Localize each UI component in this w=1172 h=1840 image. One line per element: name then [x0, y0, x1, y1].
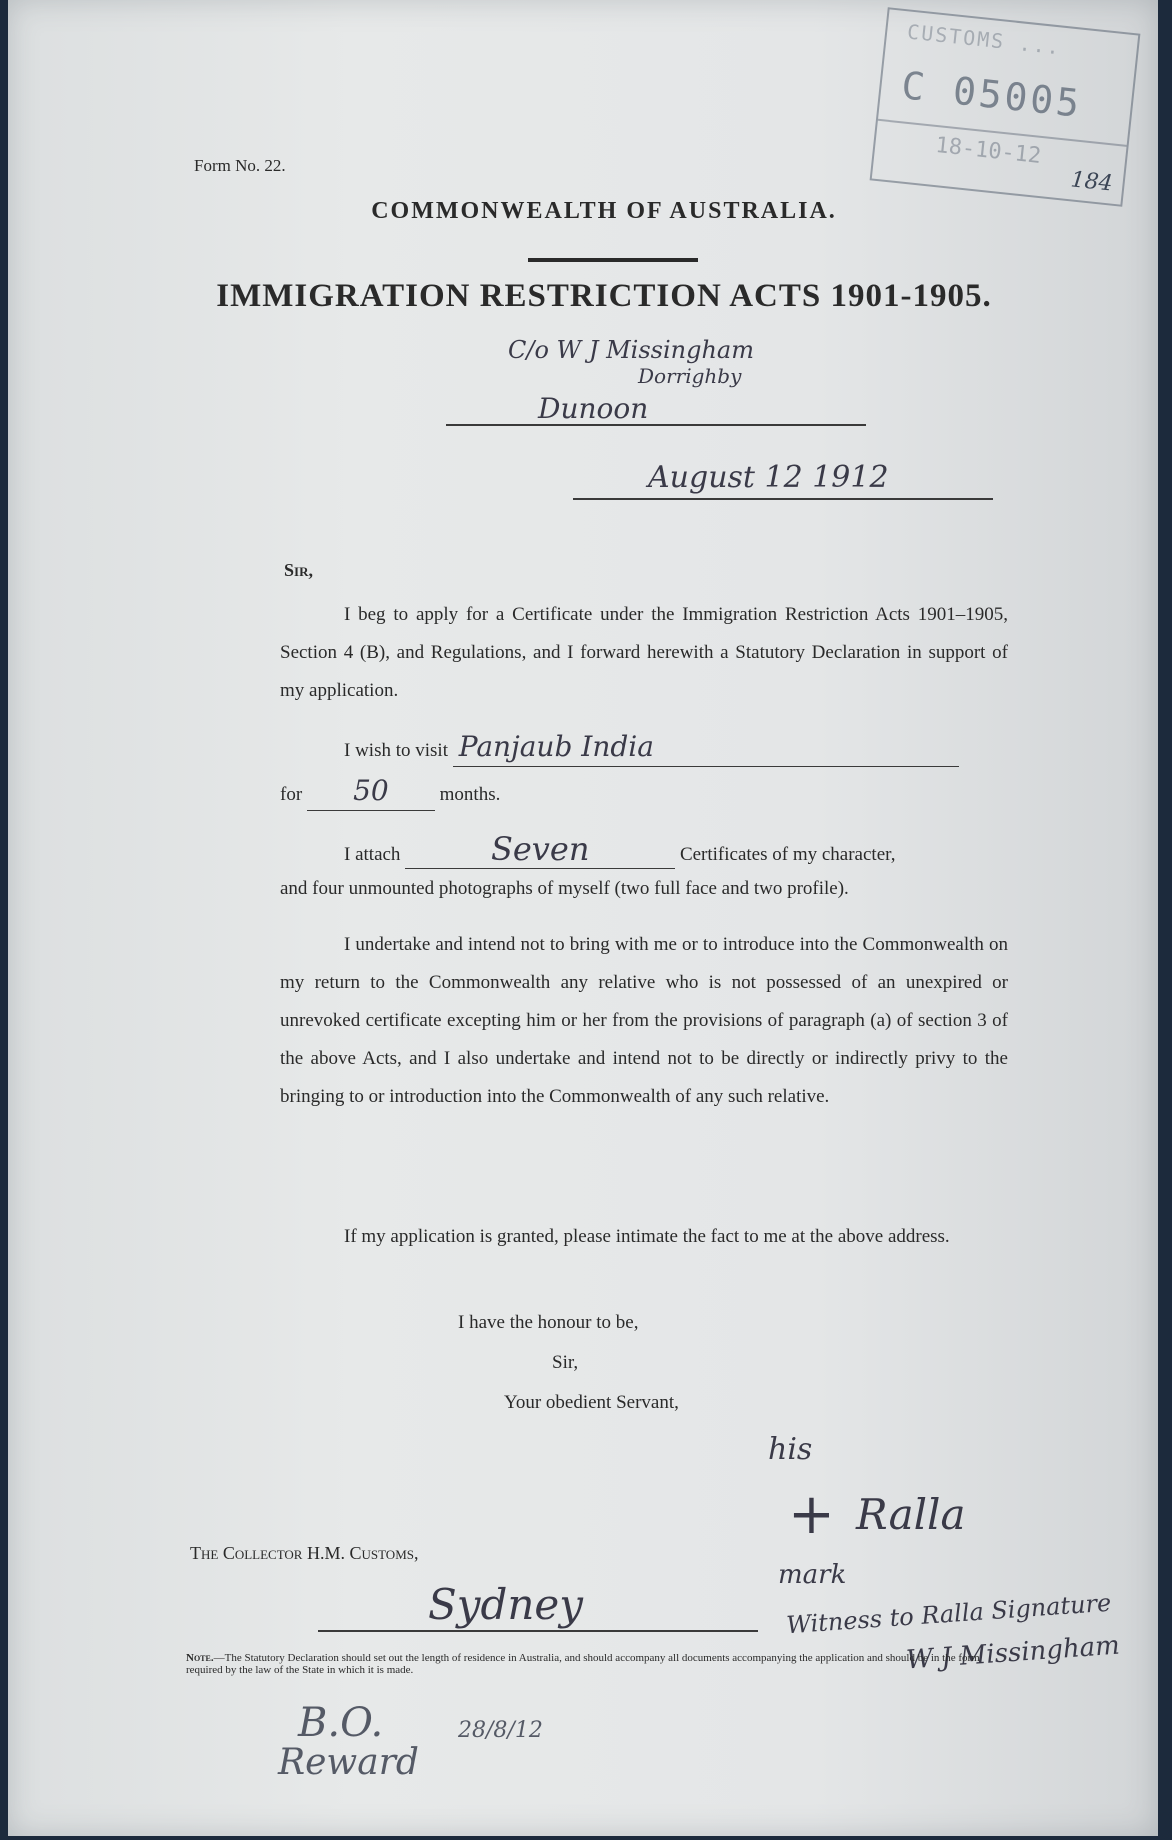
heading-acts: IMMIGRATION RESTRICTION ACTS 1901-1905. [216, 278, 992, 314]
paragraph-apply-text: I beg to apply for a Certificate under the Immigration Restriction Acts 1901–1905, Section 4 (B), and Regulations, and I forward herewith a Statutory Declaration in support of my application. [280, 604, 1008, 701]
heading-rule [528, 258, 698, 262]
attach-label: I attach [344, 844, 401, 865]
footnote [186, 1652, 1006, 1676]
attach-row [344, 830, 1008, 874]
stamp-date: 18-10-12 [934, 133, 1043, 169]
closing-block [458, 1303, 679, 1423]
signature-mark: mark [778, 1560, 847, 1590]
paragraph-undertake-text: I undertake and intend not to bring with me or to introduce into the Commonwealth on my return to the Commonwealth any relative who is not possessed of an unexpired or unrevoked certificate excepting him or her from the provisions of paragraph (a) of section 3 of the above Acts, and I also undertake and intend not to be directly or indirectly privy to the bringing to or introduction into the Commonwealth of any such relative. [280, 934, 1008, 1107]
closing-line-3: Your obedient Servant, [504, 1392, 679, 1413]
visit-destination: Panjaub India [453, 728, 959, 767]
address-line-2: Dorrighby [638, 364, 742, 388]
photos-line: and four unmounted photographs of myself (two full face and two profile). [280, 878, 849, 899]
attach-rest: Certificates of my character, [679, 844, 896, 865]
attach-count: Seven [405, 830, 675, 869]
stamp-sequence: 184 [1069, 167, 1114, 197]
months-label: months. [439, 784, 501, 805]
for-label: for [280, 784, 303, 805]
date-underline [573, 498, 993, 500]
closing-line-1: I have the honour to be, [458, 1312, 639, 1333]
address-underline [446, 424, 866, 426]
footnote-text: —The Statutory Declaration should set out the length of residence in Australia, and should accompany all documents accompanying the application and should be in the form required by the law of the State in which it is made. [186, 1652, 980, 1676]
footnote-label: Note. [186, 1652, 214, 1664]
stamp-number: C 05005 [899, 63, 1085, 126]
signature-cross: + [788, 1482, 835, 1547]
address-line-3: Dunoon [538, 392, 649, 425]
official-initials-date: 28/8/12 [458, 1718, 543, 1743]
months-value: 50 [307, 772, 435, 811]
customs-stamp [870, 7, 1141, 207]
stamp-office: CUSTOMS ... [906, 19, 1063, 60]
signature-his: his [768, 1432, 813, 1467]
official-initials-2: Reward [278, 1742, 419, 1783]
address-line-1: C/o W J Missingham [508, 336, 754, 364]
addressee-city: Sydney [428, 1580, 584, 1629]
city-underline [318, 1630, 758, 1632]
salutation: Sir, [284, 560, 313, 580]
form-number: Form No. 22. [194, 156, 286, 175]
paragraph-granted-text: If my application is granted, please intimate the fact to me at the above address. [344, 1226, 950, 1247]
letter-date: August 12 1912 [648, 460, 889, 495]
addressee-collector: The Collector H.M. Customs, [190, 1543, 419, 1563]
visit-row [344, 728, 959, 770]
paragraph-granted [280, 1218, 1008, 1256]
witness-statement: Witness to Ralla Signature [785, 1588, 1113, 1640]
heading-commonwealth: COMMONWEALTH OF AUSTRALIA. [371, 198, 837, 224]
visit-label: I wish to visit [344, 740, 448, 761]
signature-name: Ralla [856, 1490, 966, 1539]
official-initials: B.O. [298, 1700, 384, 1746]
duration-row [280, 772, 500, 814]
witness-name: W J Missingham [905, 1630, 1121, 1676]
closing-line-2: Sir, [552, 1352, 579, 1373]
paragraph-apply [280, 596, 1008, 710]
paragraph-undertake [280, 926, 1008, 1116]
document-page [8, 0, 1158, 1836]
